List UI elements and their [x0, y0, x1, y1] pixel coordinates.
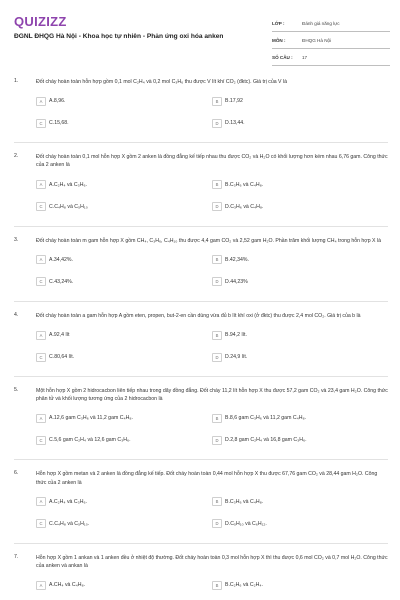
option-text: B.17,92: [225, 98, 243, 105]
meta-row-count: [272, 49, 390, 66]
option-text: D.C₃H₆ và C₄H₈.: [225, 203, 264, 210]
question-number: 6.: [14, 470, 19, 477]
answer-option[interactable]: [212, 253, 388, 267]
option-text: D.C₅H₁₀ và C₆H₁₂.: [225, 520, 267, 527]
answer-options: [36, 178, 388, 222]
option-letter-box: B: [212, 497, 222, 506]
option-text: B.C₃H₆ và C₄H₈.: [225, 181, 264, 188]
question-block: [14, 153, 388, 226]
option-text: A.CH₄ và C₄H₈.: [49, 582, 86, 589]
answer-option[interactable]: [212, 411, 388, 425]
question-block: [14, 78, 388, 143]
answer-option[interactable]: [36, 200, 212, 214]
meta-row-subject: [272, 32, 390, 49]
option-letter-box: A: [36, 331, 46, 340]
question-number: 2.: [14, 153, 19, 160]
option-letter-box: B: [212, 97, 222, 106]
quizizz-logo: QUIZIZZ: [14, 14, 67, 29]
question-number: 4.: [14, 311, 19, 318]
answer-option[interactable]: [212, 94, 388, 108]
meta-label: LỚP :: [272, 20, 285, 26]
answer-options: [36, 253, 388, 297]
answer-option[interactable]: [36, 94, 212, 108]
option-text: A.C₂H₄ và C₃H₆.: [49, 181, 88, 188]
option-text: A.34,42%.: [49, 256, 73, 263]
answer-option[interactable]: [212, 116, 388, 130]
question-text: Hỗn hợp X gồm 1 ankan và 1 anken đều ở nhiệt độ thường. Đốt cháy hoàn toàn 0,3 mol hỗn hợp X thì thu được 0,6 mol CO₂ và 0,7 mol H₂O. Công thức của anken và ankan là: [36, 554, 388, 570]
answer-option[interactable]: [36, 178, 212, 192]
option-text: C.43,24%.: [49, 278, 74, 285]
question-block: [14, 312, 388, 377]
option-text: C.80,64 lít.: [49, 354, 75, 361]
meta-label: SỐ CÂU :: [272, 54, 293, 60]
option-text: C.C₄H₈ và C₅H₁₀.: [49, 520, 90, 527]
option-letter-box: A: [36, 255, 46, 264]
option-letter-box: C: [36, 277, 46, 286]
meta-value: 17: [302, 54, 308, 60]
option-text: B.8,6 gam C₃H₆ và 11,2 gam C₄H₈.: [225, 415, 307, 422]
option-letter-box: A: [36, 97, 46, 106]
answer-options: [36, 495, 388, 539]
question-block: [14, 470, 388, 543]
question-text: Một hỗn hợp X gồm 2 hidrocacbon liên tiếp nhau trong dãy đồng đẳng. Đốt cháy 11,2 lít hỗn hợp X thu được 57,2 gam CO₂ và 23,4 gam H₂O. Công thức phân tử và khối lượng tương ứng của 2 hidrocacbon là: [36, 388, 388, 403]
answer-option[interactable]: [212, 200, 388, 214]
option-letter-box: D: [212, 119, 222, 128]
answer-option[interactable]: [36, 328, 212, 342]
answer-option[interactable]: [36, 275, 212, 289]
question-number: 5.: [14, 387, 19, 394]
answer-option[interactable]: [36, 495, 212, 509]
option-letter-box: A: [36, 180, 46, 189]
option-text: A.C₂H₄ và C₃H₆.: [49, 498, 88, 505]
option-text: D.13,44.: [225, 120, 245, 127]
option-letter-box: C: [36, 519, 46, 528]
answer-option[interactable]: [36, 350, 212, 364]
answer-option[interactable]: [36, 411, 212, 425]
answer-option[interactable]: [36, 517, 212, 531]
document-title: ĐGNL ĐHQG Hà Nội - Khoa học tự nhiên - Phản ứng oxi hóa anken: [14, 33, 224, 40]
answer-options: [36, 411, 388, 455]
question-text: Đốt cháy hoàn toàn a gam hỗn hợp A gồm eten, propen, but-2-en cần dùng vừa đủ b lít khí oxi (ở đktc) thu được 2,4 mol CO₂. Giá trị của b là: [36, 312, 361, 319]
option-letter-box: A: [36, 414, 46, 423]
option-text: D.44,23%: [225, 278, 248, 285]
option-text: B.94,2 lít.: [225, 332, 247, 339]
answer-option[interactable]: [212, 178, 388, 192]
answer-option[interactable]: [212, 350, 388, 364]
question-block: [14, 387, 388, 460]
option-letter-box: B: [212, 414, 222, 423]
option-text: C.C₄H₈ và C₅H₁₀: [49, 203, 88, 210]
option-letter-box: A: [36, 497, 46, 506]
option-text: B.C₂H₆ và C₂H₄.: [225, 582, 263, 589]
option-text: B.42,34%.: [225, 256, 249, 263]
question-number: 3.: [14, 236, 19, 243]
answer-option[interactable]: [212, 517, 388, 531]
question-text: Đốt cháy hoàn toàn hỗn hợp gồm 0,1 mol C₂H₄ và 0,2 mol C₃H₆ thu được V lít khí CO₂ (đktc). Giá trị của V là: [36, 79, 287, 85]
option-text: A.12,6 gam C₃H₆ và 11,2 gam C₄H₈.: [49, 415, 133, 422]
answer-option[interactable]: [36, 116, 212, 130]
question-list: [14, 78, 388, 600]
question-block: [14, 237, 388, 302]
option-letter-box: C: [36, 119, 46, 128]
meta-table: [272, 15, 390, 66]
answer-option[interactable]: [36, 253, 212, 267]
option-letter-box: D: [212, 202, 222, 211]
option-letter-box: D: [212, 519, 222, 528]
answer-option[interactable]: [36, 433, 212, 447]
meta-label: MÔN :: [272, 37, 286, 43]
answer-options: [36, 94, 388, 138]
question-number: 7.: [14, 553, 19, 560]
option-letter-box: C: [36, 202, 46, 211]
answer-option[interactable]: [212, 495, 388, 509]
option-letter-box: B: [212, 331, 222, 340]
meta-value: ĐHQG Hà Nội: [302, 37, 332, 43]
question-text: Đốt cháy hoàn toàn 0,1 mol hỗn hợp X gồm 2 anken là đồng đẳng kế tiếp nhau thu được CO₂ và H₂O có khối lượng hơn kém nhau 6,76 gam. Công thức của 2 anken là: [36, 154, 388, 169]
option-letter-box: D: [212, 353, 222, 362]
option-letter-box: A: [36, 581, 46, 590]
option-text: C.15,68.: [49, 120, 69, 127]
option-text: C.5,6 gam C₂H₄ và 12,6 gam C₃H₆.: [49, 437, 131, 444]
option-text: B.C₃H₆ và C₄H₈.: [225, 498, 264, 505]
question-text: Hỗn hợp X gồm metan và 2 anken là đồng đẳng kế tiếp. Đốt cháy hoàn toàn 0,44 mol hỗn hợp X thu được 67,76 gam CO₂ và 28,44 gam H₂O. Công thức của 2 anken là: [36, 471, 378, 486]
question-divider: [14, 142, 388, 143]
question-text: Đốt cháy hoàn toàn m gam hỗn hợp X gồm CH₄, C₃H₆, C₄H₁₀ thu được 4,4 gam CO₂ và 2,52 gam H₂O. Phần trăm khối lượng CH₄ trong hỗn hợp X là: [36, 237, 381, 244]
meta-value: Đánh giá năng lực: [302, 20, 340, 26]
meta-row-class: [272, 15, 390, 32]
option-letter-box: C: [36, 436, 46, 445]
answer-option[interactable]: [212, 578, 388, 592]
answer-options: [36, 578, 388, 600]
question-divider: [14, 226, 388, 227]
question-divider: [14, 543, 388, 544]
question-divider: [14, 301, 388, 302]
option-letter-box: C: [36, 353, 46, 362]
answer-option[interactable]: [212, 328, 388, 342]
question-divider: [14, 376, 388, 377]
question-divider: [14, 459, 388, 460]
answer-options: [36, 328, 388, 372]
option-letter-box: B: [212, 255, 222, 264]
question-block: [14, 554, 388, 600]
option-text: A.8,96.: [49, 98, 66, 105]
question-number: 1.: [14, 78, 19, 84]
option-text: D.24,9 lít.: [225, 354, 248, 361]
option-letter-box: B: [212, 180, 222, 189]
option-letter-box: D: [212, 277, 222, 286]
option-text: D.2,8 gam C₂H₄ và 16,8 gam C₃H₆.: [225, 437, 307, 444]
option-letter-box: D: [212, 436, 222, 445]
option-letter-box: B: [212, 581, 222, 590]
option-text: A.92,4 lít: [49, 332, 70, 339]
answer-option[interactable]: [36, 578, 212, 592]
answer-option[interactable]: [212, 275, 388, 289]
answer-option[interactable]: [212, 433, 388, 447]
